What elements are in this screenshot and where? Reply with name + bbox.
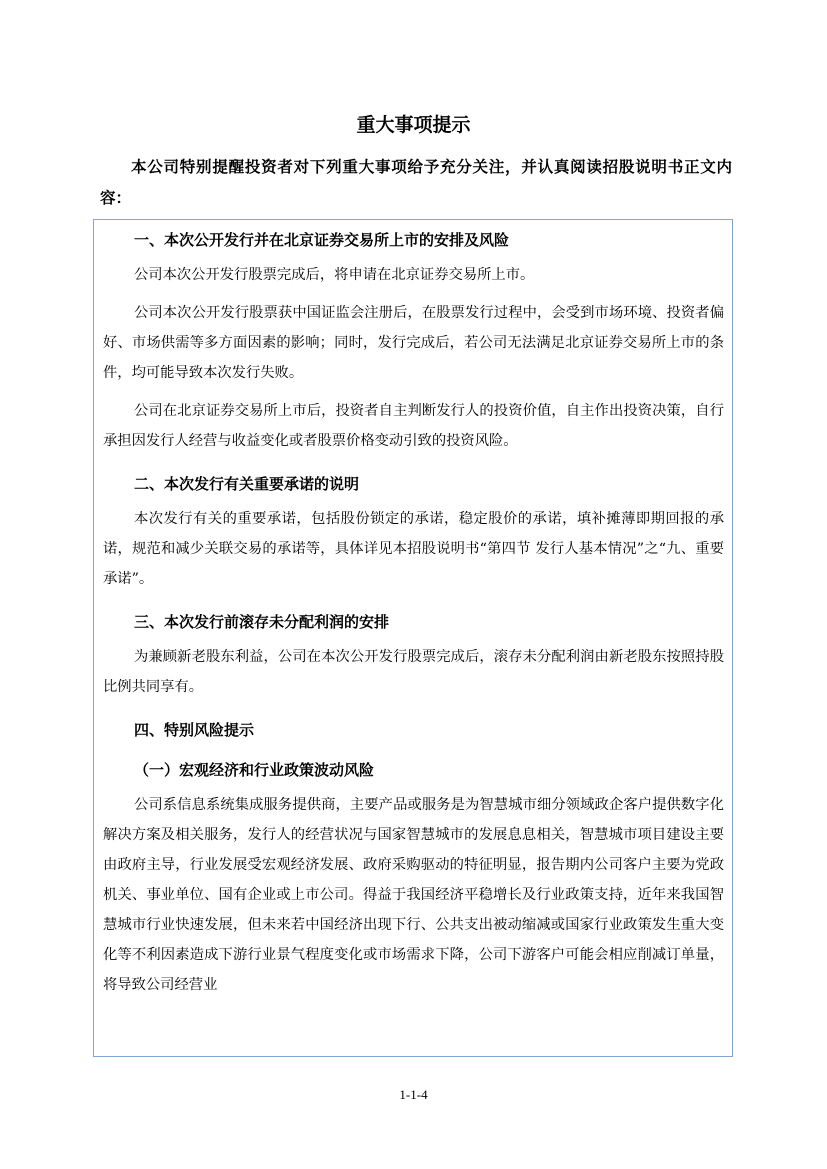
paragraph: 公司在北京证券交易所上市后，投资者自主判断发行人的投资价值，自主作出投资决策，自行承担因发行人经营与收益变化或者股票价格变动引致的投资风险。 — [103, 403, 724, 449]
section-heading-3: 三、本次发行前滚存未分配利润的安排 — [134, 613, 390, 631]
paragraph: 为兼顾新老股东利益，公司在本次公开发行股票完成后，滚存未分配利润由新老股东按照持股比例共同享有。 — [103, 649, 724, 695]
paragraph: 公司系信息系统集成服务提供商，主要产品或服务是为智慧城市细分领域政企客户提供数字化解决方案及相关服务，发行人的经营状况与国家智慧城市的发展息息相关，智慧城市项目建设主要由政府主导，行业发展受宏观经济发展、政府采购驱动的特征明显，报告期内公司客户主要为党政机关、事业单位、国有企业或上市公司。得益于我国经济平稳增长及行业政策支持，近年来我国智慧城市行业快速发展，但未来若中国经济出现下行、公共支出被动缩减或国家行业政策发生重大变化等不利因素造成下游行业景气程度变化或市场需求下降，公司下游客户可能会相应削减订单量，将导致公司经营业 — [103, 797, 724, 993]
content-body — [103, 220, 724, 1008]
section-heading-4: 四、特别风险提示 — [134, 721, 255, 739]
paragraph: 公司本次公开发行股票获中国证监会注册后，在股票发行过程中，会受到市场环境、投资者偏好、市场供需等多方面因素的影响；同时，发行完成后，若公司无法满足北京证券交易所上市的条件，均可能导致本次发行失败。 — [103, 305, 724, 381]
page-title: 重大事项提示 — [356, 114, 471, 136]
subsection-heading: （一）宏观经济和行业政策波动风险 — [134, 761, 375, 779]
page-number: 1-1-4 — [399, 1087, 428, 1102]
intro-notice: 本公司特别提醒投资者对下列重大事项给予充分关注，并认真阅读招股说明书正文内容： — [100, 158, 732, 207]
section-heading-1: 一、本次公开发行并在北京证券交易所上市的安排及风险 — [134, 231, 510, 249]
section-heading-2: 二、本次发行有关重要承诺的说明 — [134, 475, 360, 493]
content-box — [93, 219, 733, 1057]
paragraph: 公司本次公开发行股票完成后，将申请在北京证券交易所上市。 — [134, 267, 535, 283]
paragraph: 本次发行有关的重要承诺，包括股份锁定的承诺，稳定股价的承诺，填补摊薄即期回报的承诺，规范和减少关联交易的承诺等，具体详见本招股说明书“第四节 发行人基本情况”之“九、重要承诺”。 — [103, 511, 724, 587]
